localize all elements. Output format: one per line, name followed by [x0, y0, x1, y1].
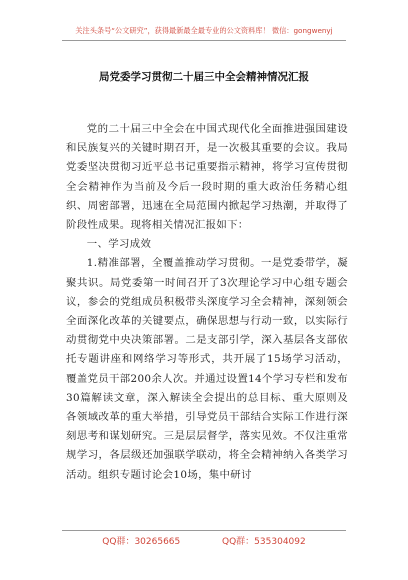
header-banner: 关注头条号“公文研究”，获得最新最全最专业的公文资料库！ 微信：gongwenyj — [75, 26, 333, 35]
section-heading: 一、学习成效 — [86, 238, 152, 251]
footer-divider — [62, 530, 346, 531]
document-body — [66, 120, 348, 485]
footer — [40, 536, 368, 548]
intro-paragraph: 党的二十届三中全会在中国式现代化全面推进强国建设和民族复兴的关键时期召开，是一次极其重要的会议。我局党委坚决贯彻习近平总书记重要指示精神，将学习宣传贯彻全会精神作为当前及今后一段时期的重大政治任务精心组织、周密部署，迅速在全局范围内掀起学习热潮，并取得了阶段性成果。现将相关情况汇报如下： — [66, 123, 348, 232]
footer-qq-group-1: QQ群：30265665 — [102, 537, 181, 547]
header-divider — [62, 40, 346, 41]
document-title: 局党委学习贯彻二十届三中全会精神情况汇报 — [99, 71, 309, 83]
footer-qq-group-2: QQ群：535304092 — [222, 537, 306, 547]
body-paragraph: 1.精准部署，全覆盖推动学习贯彻。一是党委带学，凝聚共识。局党委第一时间召开了3次理论学习中心组专题会议，参会的党组成员积极带头深度学习全会精神，深刻领会全面深化改革的关键要点，确保思想与行动一致，以实际行动贯彻党中央决策部署。二是支部引学，深入基层各支部依托专题讲座和网络学习等形式，共开展了15场学习活动，覆盖党员干部200余人次。并通过设置14个学习专栏和发布30篇解读文章，深入解读全会提出的总目标、重大原则及各领域改革的重大举措，引导党员干部结合实际工作进行深刻思考和谋划研究。三是层层督学，落实见效。不仅注重常规学习，各层级还加强联学联动，将全会精神纳入各类学习活动。组织专题讨论会10场，集中研讨 — [66, 257, 348, 481]
